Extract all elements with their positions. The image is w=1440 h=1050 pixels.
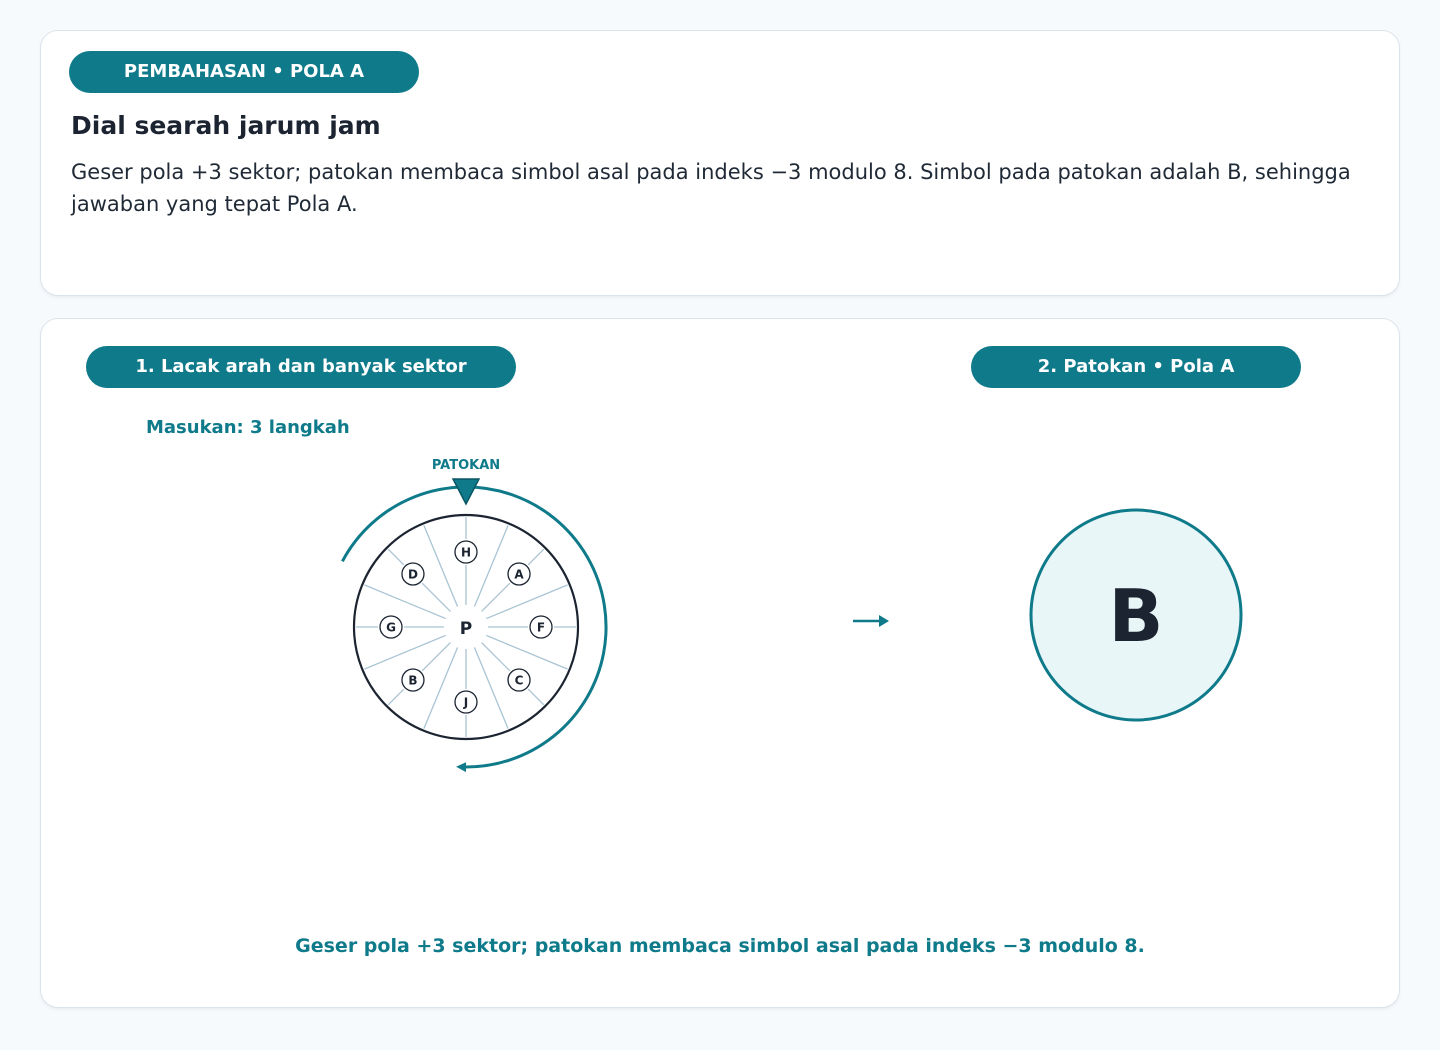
svg-text:J: J [463,695,469,710]
page-title: Dial searah jarum jam [71,111,381,140]
patokan-marker-icon [453,479,479,504]
symbol-ray [482,583,510,611]
symbol-ray [422,643,450,671]
dial-symbol-a [508,563,530,585]
dial-symbol-g [380,616,402,638]
sector-divider [486,635,567,669]
svg-text:H: H [460,545,472,560]
sector-divider [424,647,458,728]
dial-symbol-c [508,669,530,691]
explanation-text: Geser pola +3 sektor; patokan membaca simbol asal pada indeks −3 modulo 8. Simbol pada patokan adalah B, sehingga jawaban yang tepat Pola A. [71,160,1351,216]
diagram-card [40,318,1400,1008]
symbol-ray [388,549,404,565]
sector-divider [474,647,508,728]
svg-text:D: D [407,567,418,582]
diagram-caption: Geser pola +3 sektor; patokan membaca simbol asal pada indeks −3 modulo 8. [295,935,1145,957]
dial-symbol-f [530,616,552,638]
input-label: Masukan: 3 langkah [146,417,350,438]
section-badge: PEMBAHASAN • POLA A [69,51,419,93]
symbol-ray [528,549,544,565]
dial-diagram [331,449,671,789]
result-symbol: B [1108,574,1164,658]
symbol-ray [388,689,404,705]
dial-center-label: P [459,619,473,639]
explanation-card [40,30,1400,296]
dial-symbol-d [402,563,424,585]
svg-text:B: B [408,673,418,688]
svg-text:G: G [386,620,396,635]
sector-divider [486,585,567,619]
patokan-label: PATOKAN [431,458,501,473]
result-diagram [1026,507,1246,727]
dial-symbol-j [455,691,477,713]
sector-divider [474,525,508,606]
svg-text:C: C [514,673,524,688]
symbol-ray [482,643,510,671]
step2-label: 2. Patokan • Pola A [971,346,1301,388]
symbol-ray [422,583,450,611]
step1-label: 1. Lacak arah dan banyak sektor [86,346,516,388]
symbol-ray [528,689,544,705]
svg-text:A: A [514,567,524,582]
sector-divider [364,635,445,669]
sector-divider [364,585,445,619]
svg-text:F: F [536,620,546,635]
flow-arrow-icon [851,609,911,633]
sector-divider [424,525,458,606]
dial-symbol-h [455,541,477,563]
dial-symbol-b [402,669,424,691]
